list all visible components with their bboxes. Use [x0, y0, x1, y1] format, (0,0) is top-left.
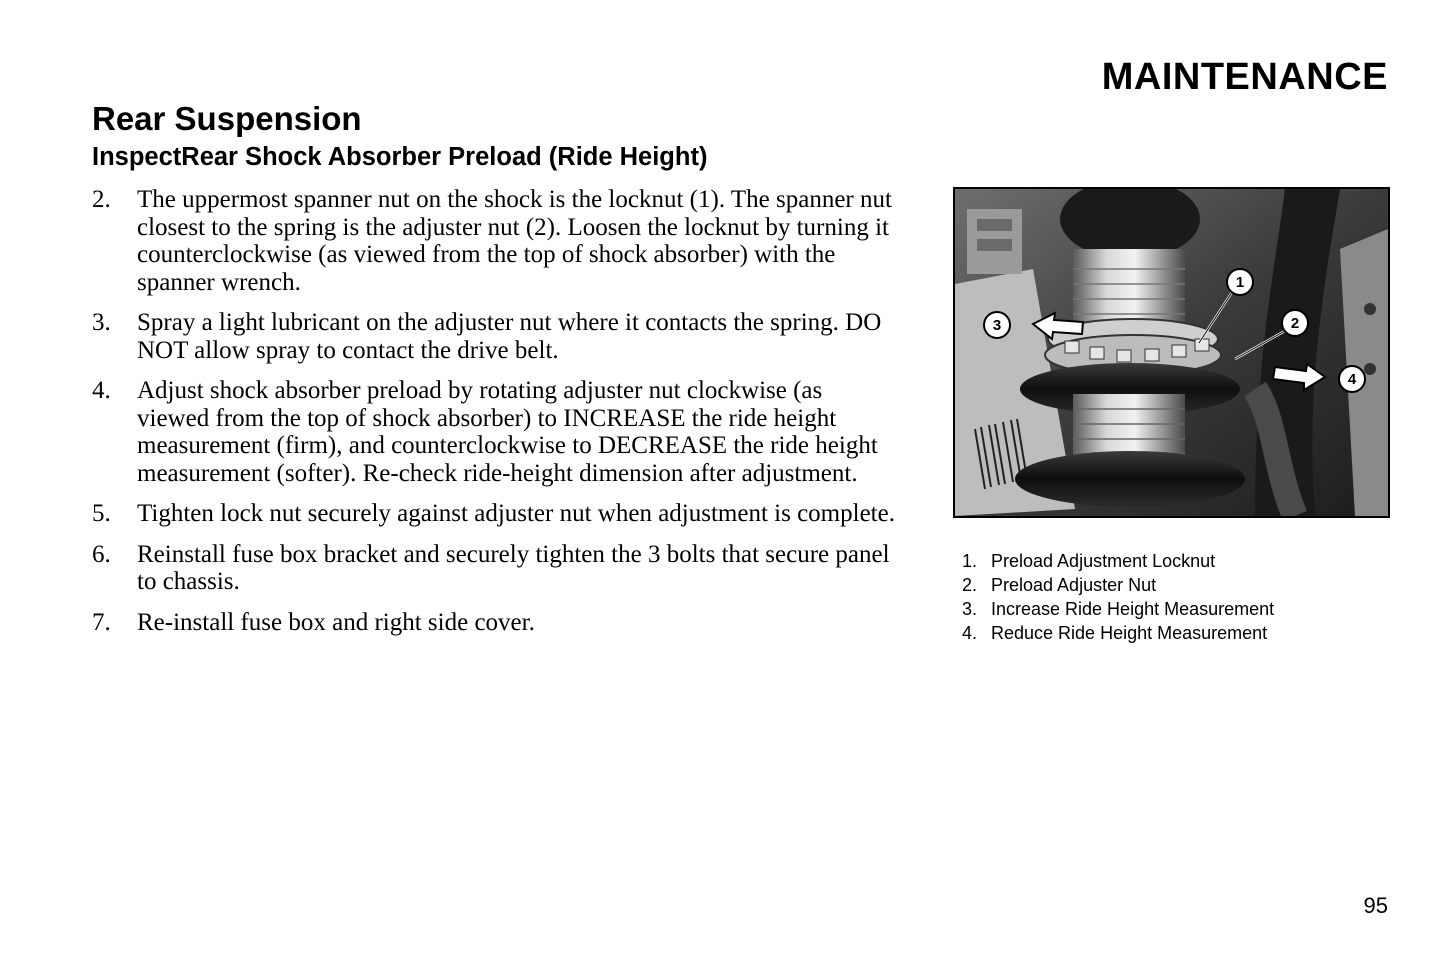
- section-title: MAINTENANCE: [1101, 56, 1388, 98]
- step-text: Adjust shock absorber preload by rotating adjuster nut clockwise (as viewed from the top of shock absorber) to INCREASE the ride height measurement (firm), and counterclockwise to DECREASE the ride height measurement (softer). Re-check ride-height dimension after adjustment.: [137, 377, 878, 487]
- step-number: 7.: [92, 608, 111, 636]
- step-text: Re-install fuse box and right side cover.: [137, 608, 535, 636]
- legend-text: Reduce Ride Height Measurement: [991, 623, 1268, 643]
- callout-4: [1339, 366, 1365, 392]
- page-number: 95: [1363, 893, 1388, 918]
- figure-legend: [962, 549, 1274, 645]
- page-heading: Rear Suspension: [92, 100, 362, 137]
- callout-3: [984, 312, 1010, 338]
- shock-absorber-photo: [953, 187, 1390, 518]
- step-text: Spray a light lubricant on the adjuster nut where it contacts the spring. DO NOT allow spray to contact the drive belt.: [137, 309, 882, 364]
- step-number: 5.: [92, 500, 111, 527]
- legend-item: [962, 573, 1274, 597]
- legend-number: 3.: [962, 599, 978, 619]
- legend-item: [962, 549, 1274, 573]
- step-text: Tighten lock nut securely against adjuster nut when adjustment is complete.: [137, 500, 895, 527]
- callout-2-label: 2: [1290, 315, 1300, 332]
- procedure-steps: [92, 186, 900, 649]
- legend-number: 1.: [962, 551, 978, 571]
- step-number: 4.: [92, 377, 111, 404]
- legend-number: 4.: [962, 623, 978, 643]
- step-number: 6.: [92, 540, 111, 568]
- step-number: 2.: [92, 186, 111, 213]
- step-text: The uppermost spanner nut on the shock is the locknut (1). The spanner nut closest to the spring is the adjuster nut (2). Loosen the locknut by turning it counterclockwise (as viewed from the top of shock absorber) with the spanner wrench.: [137, 186, 892, 296]
- step-item: [92, 377, 900, 487]
- step-text: Reinstall fuse box bracket and securely tighten the 3 bolts that secure panel to chassis.: [137, 540, 890, 595]
- step-item: [92, 309, 900, 364]
- legend-text: Preload Adjustment Locknut: [991, 551, 1216, 571]
- legend-number: 2.: [962, 575, 978, 595]
- legend-text: Increase Ride Height Measurement: [991, 599, 1275, 619]
- callout-2: [1282, 310, 1308, 336]
- callout-4-label: 4: [1347, 371, 1357, 388]
- callout-1: [1227, 269, 1253, 295]
- legend-item: [962, 597, 1274, 621]
- legend-text: Preload Adjuster Nut: [991, 575, 1157, 595]
- page-subheading: InspectRear Shock Absorber Preload (Ride Height): [92, 143, 708, 171]
- legend-item: [962, 621, 1274, 645]
- step-number: 3.: [92, 309, 111, 336]
- step-item: [92, 186, 900, 296]
- step-item: [92, 541, 900, 596]
- callout-3-label: 3: [992, 317, 1002, 334]
- step-item: [92, 609, 900, 637]
- step-item: [92, 500, 900, 528]
- callout-1-label: 1: [1235, 274, 1245, 291]
- shock-absorber-illustration: [955, 189, 1388, 516]
